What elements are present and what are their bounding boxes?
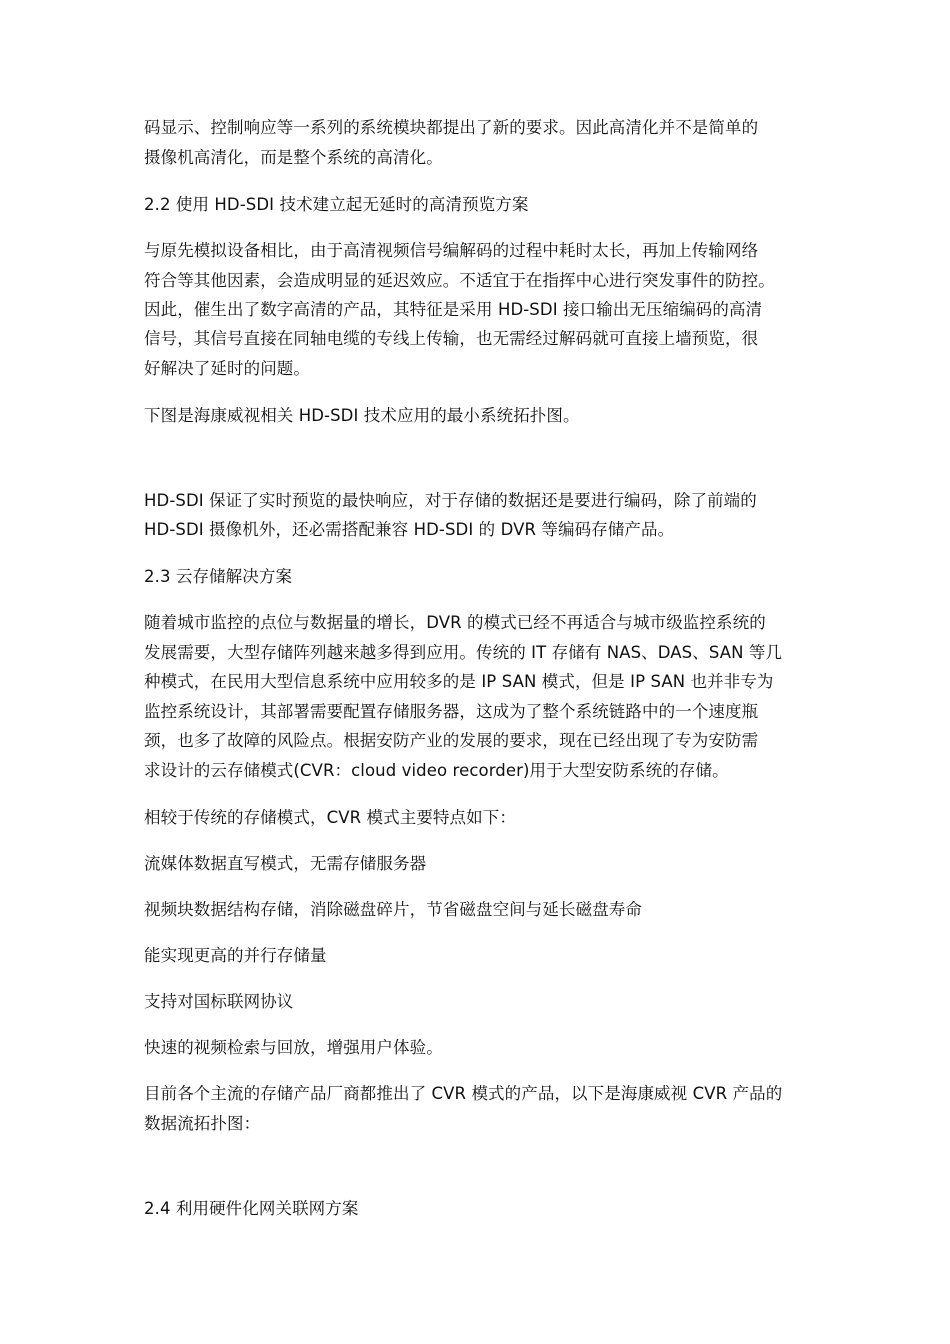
paragraph-line: 码显示、控制响应等一系列的系统模块都提出了新的要求。因此高清化并不是简单的 — [144, 118, 759, 137]
list-item: 视频块数据结构存储，消除磁盘碎片，节省磁盘空间与延长磁盘寿命 — [144, 900, 642, 919]
list-item: 支持对国标联网协议 — [144, 992, 294, 1011]
paragraph-line: 随着城市监控的点位与数据量的增长，DVR 的模式已经不再适合与城市级监控系统的 — [144, 613, 766, 632]
paragraph-line: 相较于传统的存储模式，CVR 模式主要特点如下： — [144, 808, 516, 827]
paragraph-line: 信号，其信号直接在同轴电缆的专线上传输，也无需经过解码就可直接上墙预览，很 — [144, 329, 759, 348]
paragraph-line: 与原先模拟设备相比，由于高清视频信号编解码的过程中耗时太长，再加上传输网络 — [144, 241, 759, 260]
paragraph-line: 求设计的云存储模式(CVR：cloud video recorder)用于大型安防系统的存储。 — [144, 761, 729, 780]
list-item: 流媒体数据直写模式，无需存储服务器 — [144, 854, 427, 873]
paragraph-line: HD-SDI 保证了实时预览的最快响应，对于存储的数据还是要进行编码，除了前端的 — [144, 491, 757, 510]
paragraph-line: 目前各个主流的存储产品厂商都推出了 CVR 模式的产品，以下是海康威视 CVR 产品的 — [144, 1084, 783, 1103]
paragraph-line: HD-SDI 摄像机外，还必需搭配兼容 HD-SDI 的 DVR 等编码存储产品。 — [144, 520, 675, 539]
section-heading-2-3: 2.3 云存储解决方案 — [144, 567, 293, 586]
paragraph-line: 符合等其他因素，会造成明显的延迟效应。不适宜于在指挥中心进行突发事件的防控。 — [144, 271, 775, 290]
paragraph-line: 颈，也多了故障的风险点。根据安防产业的发展的要求，现在已经出现了专为安防需 — [144, 731, 759, 750]
paragraph-line: 发展需要，大型存储阵列越来越多得到应用。传统的 IT 存储有 NAS、DAS、SAN 等几 — [144, 643, 783, 662]
paragraph-line: 摄像机高清化，而是整个系统的高清化。 — [144, 148, 443, 167]
paragraph-line: 下图是海康威视相关 HD-SDI 技术应用的最小系统拓扑图。 — [144, 406, 580, 425]
paragraph-line: 种模式，在民用大型信息系统中应用较多的是 IP SAN 模式，但是 IP SAN 也并非专为 — [144, 672, 774, 691]
list-item: 快速的视频检索与回放，增强用户体验。 — [144, 1038, 443, 1057]
paragraph-line: 监控系统设计，其部署需要配置存储服务器，这成为了整个系统链路中的一个速度瓶 — [144, 702, 759, 721]
section-heading-2-4: 2.4 利用硬件化网关联网方案 — [144, 1199, 359, 1218]
section-heading-2-2: 2.2 使用 HD-SDI 技术建立起无延时的高清预览方案 — [144, 195, 529, 214]
paragraph-line: 因此，催生出了数字高清的产品，其特征是采用 HD-SDI 接口输出无压缩编码的高清 — [144, 300, 763, 319]
paragraph-line: 数据流拓扑图： — [144, 1114, 261, 1133]
list-item: 能实现更高的并行存储量 — [144, 946, 327, 965]
paragraph-line: 好解决了延时的问题。 — [144, 359, 310, 378]
